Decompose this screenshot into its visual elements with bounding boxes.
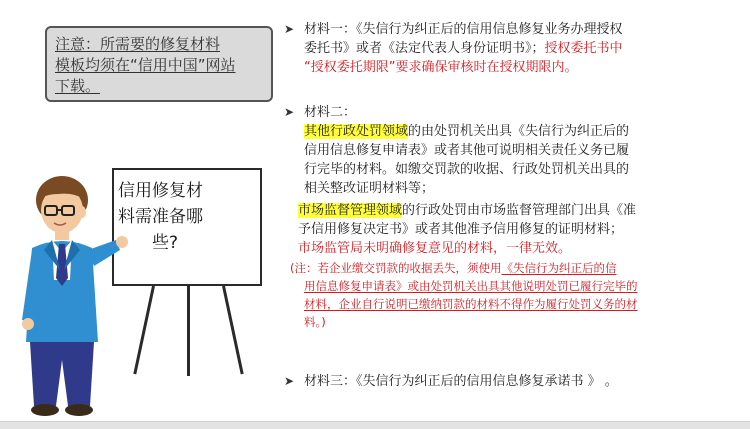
material-1-line-2b: 授权委托书中	[544, 41, 623, 56]
notice-line-3: 下载。	[55, 77, 101, 95]
note-d: 或由处罚机关出具其他说明处罚已履行完毕的	[407, 279, 638, 293]
easel-line-2: 料需准备哪	[118, 207, 203, 227]
material-1-line-2a: 委托书》或者《法定代表人身份证明书》；	[304, 41, 545, 56]
easel-line-3: 些?	[152, 233, 179, 253]
material-2-p1-a: 的由处罚机关出具《失信行为纠正后的	[408, 124, 630, 139]
arrowhead-bullet-icon: ➤	[284, 374, 295, 388]
material-2-p2-a: 的行政处罚由市场监督管理部门出具《准	[402, 203, 637, 218]
material-2-title: 材料二：	[304, 105, 357, 120]
highlight-market-supervision: 市场监督管理领域	[298, 203, 403, 218]
material-3	[284, 372, 734, 391]
material-1-line-3: “授权委托期限”要求确保审核时在授权期限内。	[304, 60, 578, 75]
easel-line-1: 信用修复材	[118, 181, 203, 201]
material-2-p1-d: 相关整改证明材料等；	[304, 181, 435, 196]
notice-line-1: 注意：所需要的修复材料	[55, 35, 221, 53]
material-1	[284, 20, 734, 77]
download-notice	[45, 26, 273, 102]
material-2-p2-c: 市场监管局未明确修复意见的材料，一律无效。	[298, 241, 572, 256]
material-2	[284, 103, 734, 331]
material-2-p2-b: 予信用修复决定书》或者其他准予信用修复的证明材料；	[298, 222, 624, 237]
notice-line-2: 模板均须在“信用中国”网站	[55, 56, 236, 74]
note-c: 用信息修复申请表》	[304, 279, 408, 293]
presenter-figure-icon	[18, 170, 130, 420]
material-2-p1-c: 行完毕的材料。如缴交罚款的收据、行政处罚机关出具的	[304, 162, 630, 177]
note-e: 材料，企业自行说明已缴纳罚款的材料不得作为履行处罚义务的材	[304, 297, 638, 311]
material-2-p1-b: 信用信息修复申请表》或者其他可说明相关责任义务已履	[304, 143, 630, 158]
note-f: 料。)	[304, 315, 326, 329]
highlight-other-admin-penalty: 其他行政处罚领域	[304, 124, 409, 139]
arrowhead-bullet-icon: ➤	[284, 105, 295, 119]
material-3-text: 材料三：《失信行为纠正后的信用信息修复承诺书 》 。	[304, 374, 618, 389]
note-b: 《失信行为纠正后的信	[501, 261, 617, 275]
bottom-bar	[0, 421, 750, 429]
arrowhead-bullet-icon: ➤	[284, 22, 295, 36]
material-2-note	[284, 259, 734, 331]
note-a: (注：若企业缴交罚款的收据丢失，须使用	[290, 261, 502, 275]
material-1-line-1: 材料一：《失信行为纠正后的信用信息修复业务办理授权	[304, 22, 623, 37]
easel-question	[118, 178, 258, 256]
